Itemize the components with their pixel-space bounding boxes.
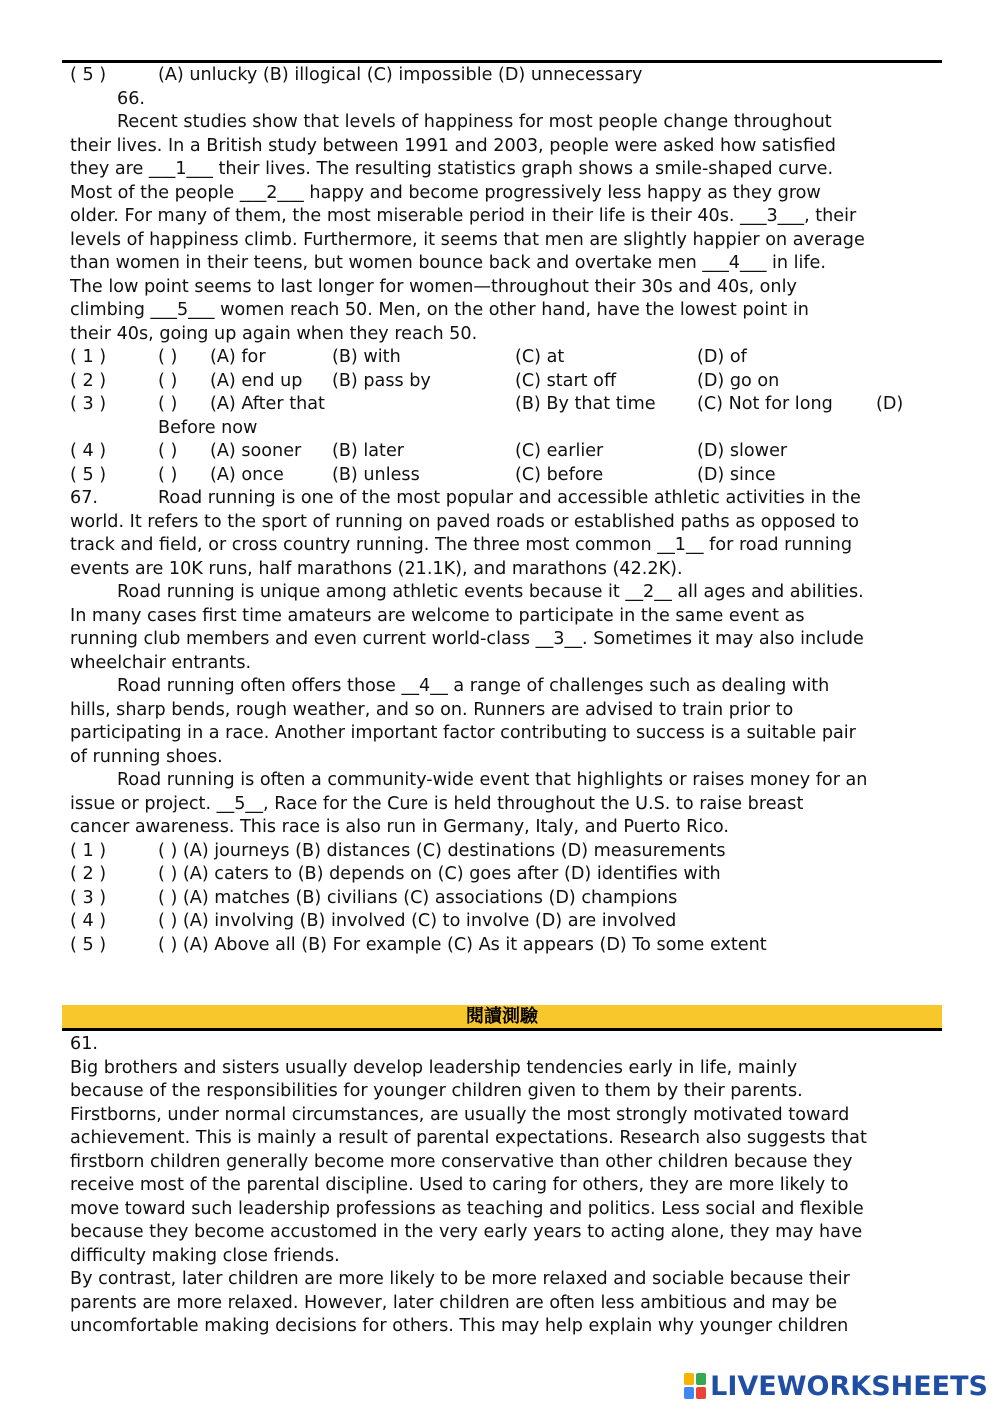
q66-question-5 xyxy=(70,464,940,488)
option-b: (B) pass by xyxy=(332,370,431,391)
question-number: ( 5 ) xyxy=(70,65,107,85)
reading-line: difficulty making close friends. xyxy=(70,1245,340,1266)
passage-line: participating in a race. Another important factor contributing to success is a suitable pair xyxy=(70,723,856,743)
logo-square xyxy=(696,1387,706,1399)
reading-line: firstborn children generally become more conservative than other children because they xyxy=(70,1151,853,1172)
reading-line: achievement. This is mainly a result of parental expectations. Research also suggests that xyxy=(70,1128,867,1148)
logo-square xyxy=(696,1373,706,1385)
passage-line: Most of the people ___2___ happy and become progressively less happy as they grow xyxy=(70,182,821,203)
liveworksheets-logo[interactable] xyxy=(684,1368,988,1404)
question-number: ( 5 ) xyxy=(70,464,107,485)
q67-passage xyxy=(70,487,940,840)
passage-line: Road running is often a community-wide event that highlights or raises money for an xyxy=(117,770,868,790)
passage-line: climbing ___5___ women reach 50. Men, on the other hand, have the lowest point in xyxy=(70,300,809,320)
passage-line: cancer awareness. This race is also run in Germany, Italy, and Puerto Rico. xyxy=(70,817,729,837)
question-number: ( 2 ) xyxy=(70,864,107,884)
passage-line: world. It refers to the sport of running on paved roads or established paths as opposed to xyxy=(70,511,860,532)
passage-line: than women in their teens, but women bounce back and overtake men ___4___ in life. xyxy=(70,253,826,273)
passage-line: levels of happiness climb. Furthermore, it seems that men are slightly happier on average xyxy=(70,229,865,250)
q66-question-3-tail xyxy=(70,417,940,441)
top-rule xyxy=(62,60,942,63)
question-number: ( 4 ) xyxy=(70,911,107,931)
answer-blank[interactable]: ( ) xyxy=(158,441,178,461)
q66-question-2 xyxy=(70,370,940,394)
passage-line: they are ___1___ their lives. The resulting statistics graph shows a smile-shaped curve. xyxy=(70,159,834,179)
option-b: (B) later xyxy=(332,441,405,461)
q67-question-1 xyxy=(70,840,940,864)
question-options[interactable]: ( ) (A) caters to (B) depends on (C) goes after (D) identifies with xyxy=(158,864,721,884)
question-number: ( 2 ) xyxy=(70,370,107,391)
option-c: (C) Not for long xyxy=(697,394,833,414)
q66-passage xyxy=(70,111,940,346)
answer-blank[interactable]: ( ) xyxy=(158,370,178,391)
reading-line: receive most of the parental discipline. Used to caring for others, they are more likely to xyxy=(70,1175,849,1195)
logo-text: LIVEWORKSHEETS xyxy=(710,1370,988,1402)
reading-line: move toward such leadership professions as teaching and politics. Less social and flexible xyxy=(70,1198,864,1219)
question-options[interactable]: ( ) (A) Above all (B) For example (C) As it appears (D) To some extent xyxy=(158,934,767,955)
reading-line: By contrast, later children are more likely to be more relaxed and sociable because their xyxy=(70,1269,850,1289)
passage-line: hills, sharp bends, rough weather, and so on. Runners are advised to train prior to xyxy=(70,699,794,720)
passage-line: their lives. In a British study between 1991 and 2003, people were asked how satisfied xyxy=(70,135,836,156)
option-b: (B) By that time xyxy=(515,394,656,414)
passage-line: The low point seems to last longer for women—throughout their 30s and 40s, only xyxy=(70,276,797,297)
q67-question-3 xyxy=(70,887,940,911)
question-number: ( 3 ) xyxy=(70,394,107,414)
question-options: (A) unlucky (B) illogical (C) impossible (D) unnecessary xyxy=(158,65,643,85)
reading-content xyxy=(70,1033,940,1339)
q67-number: 67. xyxy=(70,488,98,508)
passage-text: Road running is one of the most popular and accessible athletic activities in the xyxy=(158,488,861,508)
question-number: ( 3 ) xyxy=(70,887,107,908)
reading-number: 61. xyxy=(70,1034,98,1054)
section-header-reading: 閱讀測驗 xyxy=(62,1005,942,1031)
passage-line: Road running often offers those __4__ a range of challenges such as dealing with xyxy=(117,676,830,696)
answer-blank[interactable]: ( ) xyxy=(158,464,178,485)
option-c: (C) earlier xyxy=(515,441,604,461)
option-d: (D) since xyxy=(697,464,776,485)
passage-line: Recent studies show that levels of happiness for most people change throughout xyxy=(117,112,832,132)
reading-line: Firstborns, under normal circumstances, are usually the most strongly motivated toward xyxy=(70,1104,850,1125)
question-options[interactable]: ( ) (A) journeys (B) distances (C) destinations (D) measurements xyxy=(158,840,726,861)
passage-line: wheelchair entrants. xyxy=(70,652,252,673)
option-b: (B) with xyxy=(332,347,401,367)
logo-mark-icon xyxy=(684,1373,706,1399)
q66-question-4 xyxy=(70,440,940,464)
q67-question-5 xyxy=(70,934,940,958)
reading-line: because they become accustomed in the very early years to acting alone, they may have xyxy=(70,1222,863,1242)
answer-blank[interactable]: ( ) xyxy=(158,394,178,414)
passage-line: In many cases first time amateurs are welcome to participate in the same event as xyxy=(70,605,805,626)
option-d-text: Before now xyxy=(158,417,258,438)
question-number: ( 1 ) xyxy=(70,840,107,861)
logo-square xyxy=(684,1387,694,1399)
logo-square xyxy=(684,1373,694,1385)
passage-line: issue or project. __5__, Race for the Cure is held throughout the U.S. to raise breast xyxy=(70,793,804,814)
reading-line: Big brothers and sisters usually develop leadership tendencies early in life, mainly xyxy=(70,1057,798,1078)
passage-line: their 40s, going up again when they reach 50. xyxy=(70,323,478,344)
option-a: (A) once xyxy=(210,464,284,485)
option-a: (A) for xyxy=(210,347,266,367)
option-d: (D) xyxy=(876,394,904,414)
q67-question-4 xyxy=(70,910,940,934)
question-options[interactable]: ( ) (A) matches (B) civilians (C) associations (D) champions xyxy=(158,887,678,908)
q65-item-5 xyxy=(70,64,940,88)
question-number: ( 5 ) xyxy=(70,934,107,955)
question-number: ( 1 ) xyxy=(70,347,107,367)
passage-line: events are 10K runs, half marathons (21.1K), and marathons (42.2K). xyxy=(70,558,683,579)
q66-question-1 xyxy=(70,346,940,370)
passage-line: track and field, or cross country running. The three most common __1__ for road running xyxy=(70,535,852,555)
passage-line: older. For many of them, the most miserable period in their life is their 40s. ___3___, their xyxy=(70,206,857,226)
answer-blank[interactable]: ( ) xyxy=(158,347,178,367)
option-c: (C) start off xyxy=(515,370,617,391)
reading-line: parents are more relaxed. However, later children are often less ambitious and may be xyxy=(70,1292,838,1313)
passage-line: Road running is unique among athletic events because it __2__ all ages and abilities. xyxy=(117,582,864,602)
passage-line: of running shoes. xyxy=(70,746,223,767)
reading-line: because of the responsibilities for younger children given to them by their parents. xyxy=(70,1081,803,1101)
option-c: (C) before xyxy=(515,464,604,485)
q66-question-3 xyxy=(70,393,940,417)
reading-line: uncomfortable making decisions for others. This may help explain why younger children xyxy=(70,1316,849,1336)
passage-line xyxy=(70,487,940,511)
option-a: (A) end up xyxy=(210,370,303,391)
question-number: ( 4 ) xyxy=(70,441,107,461)
option-b: (B) unless xyxy=(332,464,420,485)
q67-question-2 xyxy=(70,863,940,887)
option-a: (A) sooner xyxy=(210,441,302,461)
worksheet-content xyxy=(70,64,940,957)
passage-line: running club members and even current world-class __3__. Sometimes it may also include xyxy=(70,629,864,649)
question-options[interactable]: ( ) (A) involving (B) involved (C) to involve (D) are involved xyxy=(158,911,677,931)
option-d: (D) go on xyxy=(697,370,780,391)
option-d: (D) slower xyxy=(697,441,788,461)
option-a: (A) After that xyxy=(210,394,325,414)
option-c: (C) at xyxy=(515,347,565,367)
q66-number: 66. xyxy=(117,88,145,109)
option-d: (D) of xyxy=(697,347,747,367)
